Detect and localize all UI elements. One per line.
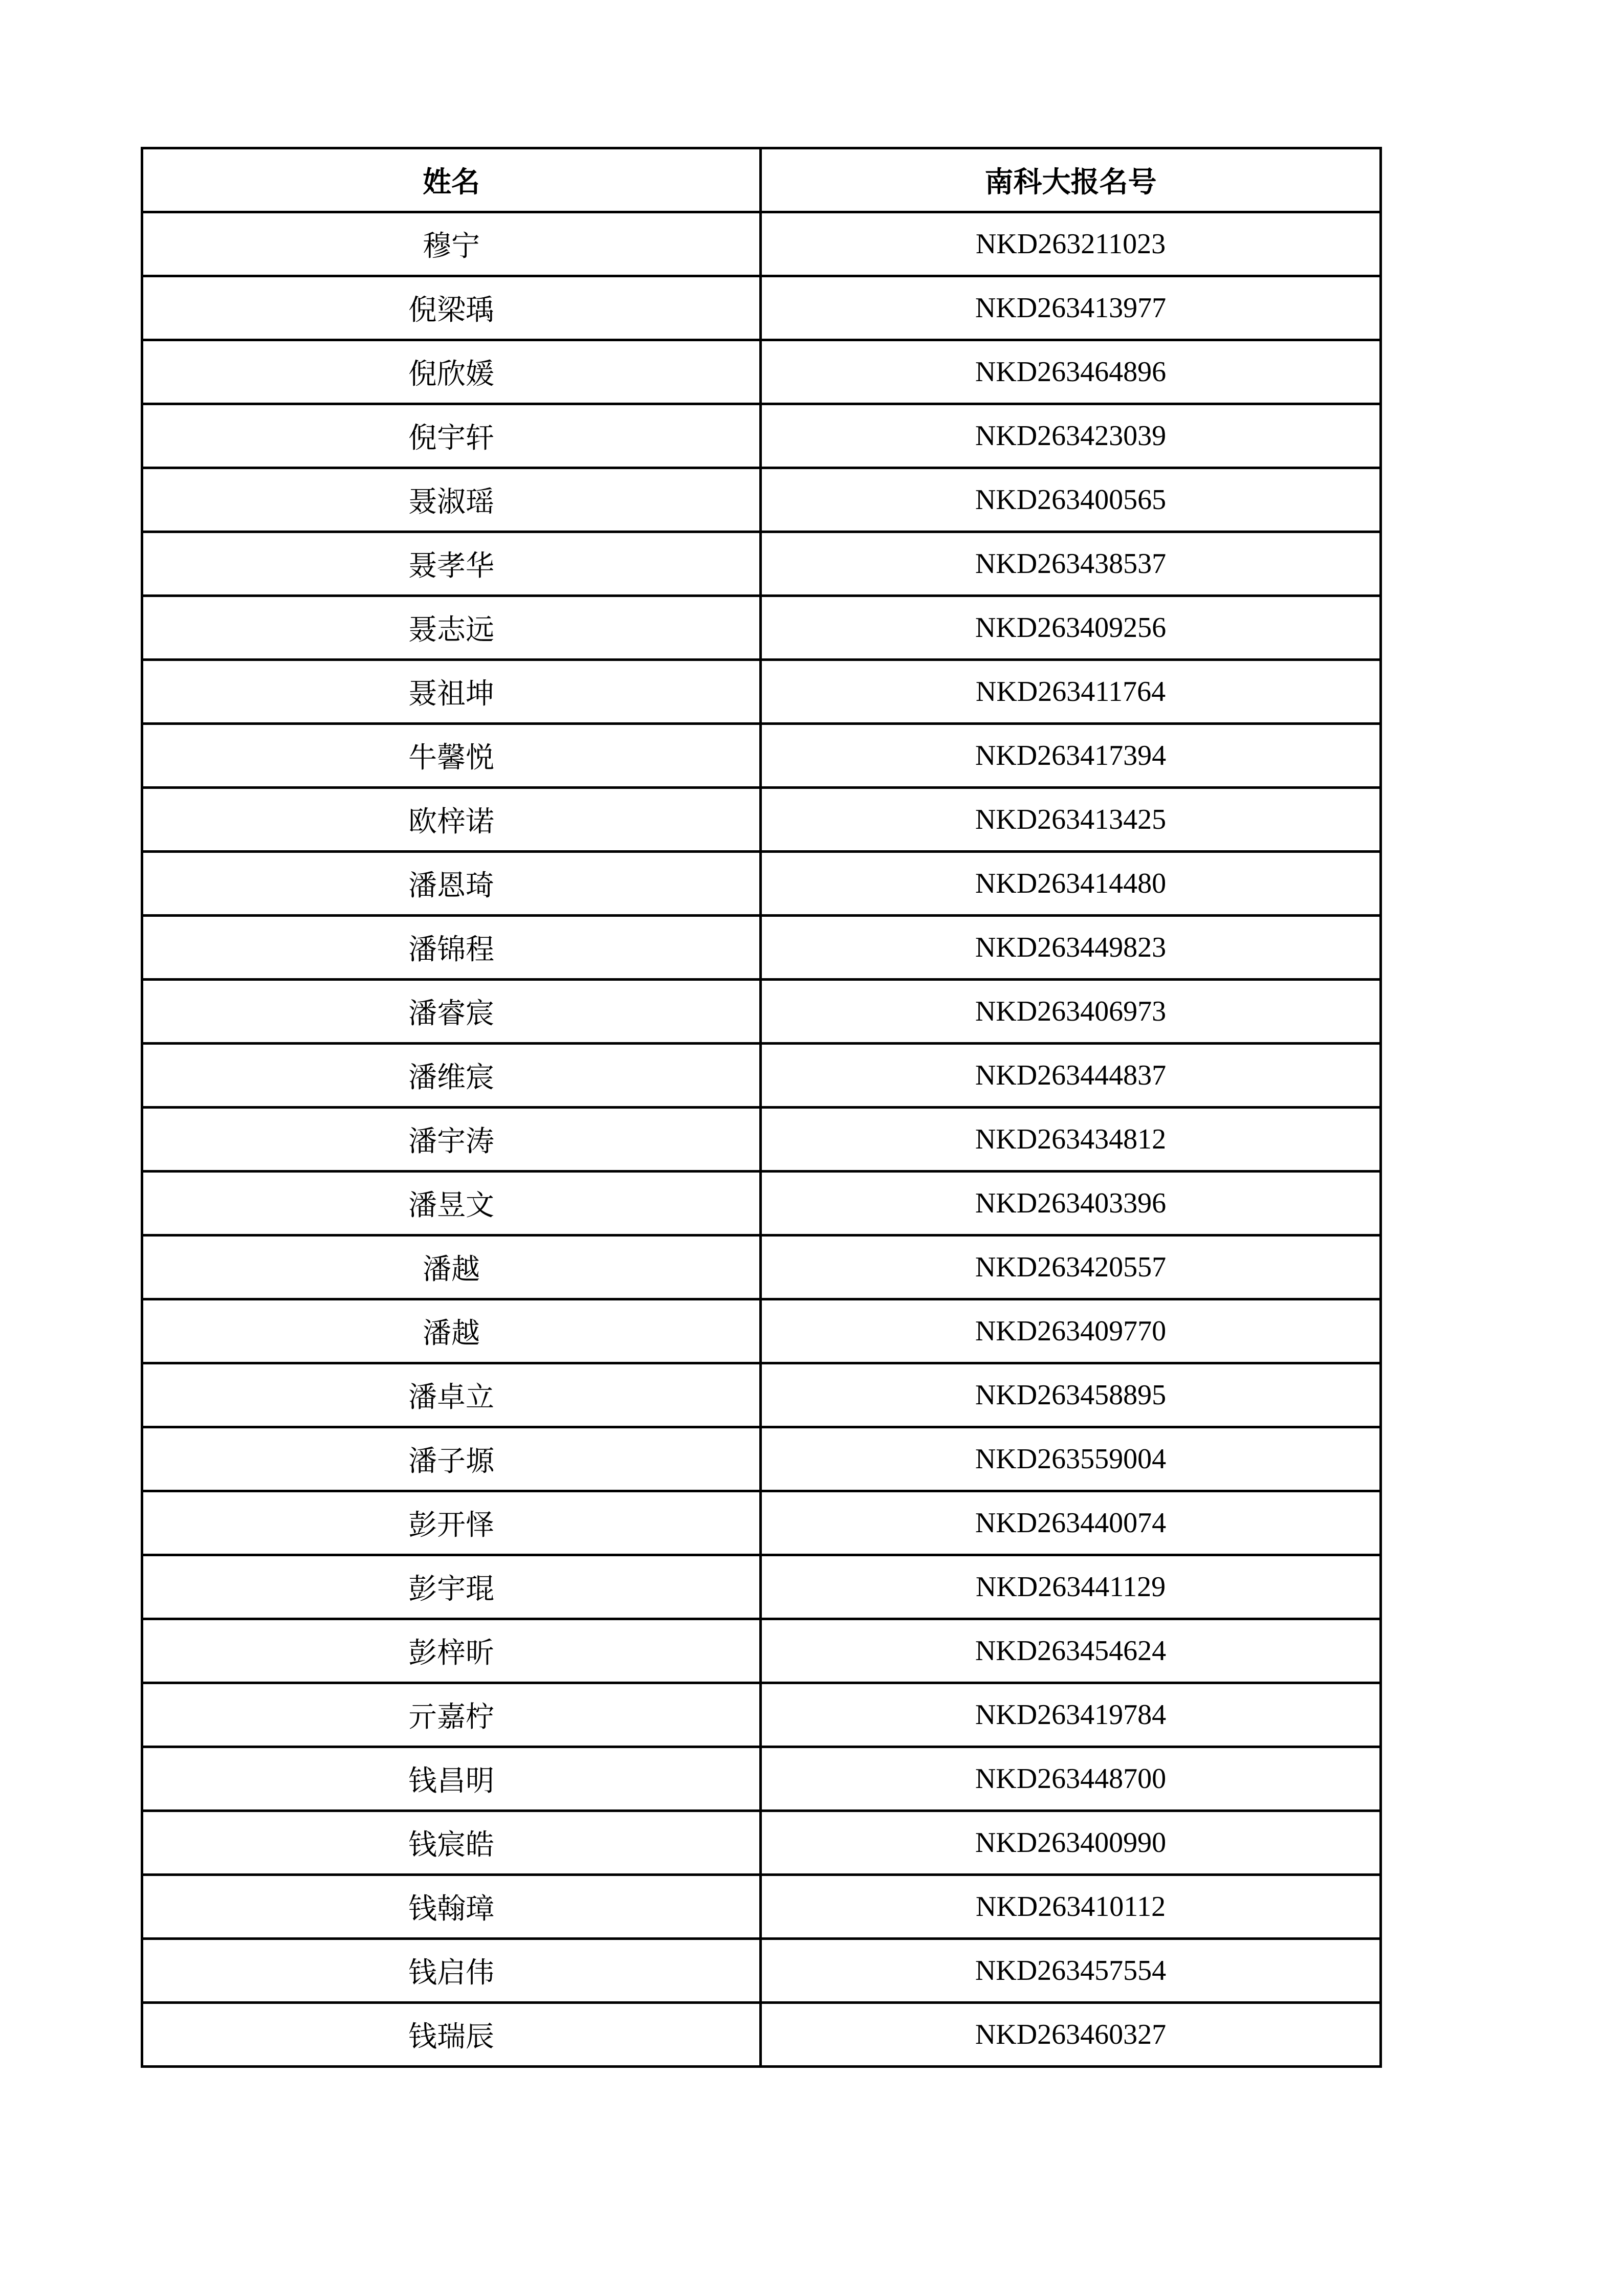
table-row (142, 1363, 1381, 1427)
table-row (142, 980, 1381, 1044)
registration-number-cell: NKD263440074 (761, 1491, 1381, 1555)
registration-number-cell: NKD263458895 (761, 1363, 1381, 1427)
table-row (142, 1811, 1381, 1875)
student-name-cell: 潘子塬 (142, 1427, 761, 1491)
registration-number-cell: NKD263400990 (761, 1811, 1381, 1875)
registration-number-cell: NKD263448700 (761, 1747, 1381, 1811)
registration-number-cell: NKD263406973 (761, 980, 1381, 1044)
student-name-cell: 倪宇轩 (142, 404, 761, 468)
registration-number-cell: NKD263419784 (761, 1683, 1381, 1747)
student-name-cell: 潘锦程 (142, 916, 761, 980)
table-row (142, 1299, 1381, 1363)
table-row (142, 1235, 1381, 1299)
student-name-cell: 欧梓诺 (142, 788, 761, 852)
student-name-cell: 潘维宸 (142, 1044, 761, 1108)
student-name-cell: 钱宸皓 (142, 1811, 761, 1875)
table-row (142, 1172, 1381, 1235)
table-row (142, 660, 1381, 724)
student-name-cell: 聂淑瑶 (142, 468, 761, 532)
registration-number-cell: NKD263441129 (761, 1555, 1381, 1619)
registration-number-cell: NKD263449823 (761, 916, 1381, 980)
student-name-cell: 聂志远 (142, 596, 761, 660)
table-row (142, 1427, 1381, 1491)
table-row (142, 340, 1381, 404)
student-name-cell: 聂祖坤 (142, 660, 761, 724)
table-row (142, 852, 1381, 916)
registration-number-cell: NKD263411764 (761, 660, 1381, 724)
table-row (142, 1044, 1381, 1108)
registration-number-cell: NKD263414480 (761, 852, 1381, 916)
table-row (142, 2003, 1381, 2067)
header-row (142, 148, 1381, 212)
registration-number-cell: NKD263417394 (761, 724, 1381, 788)
table-row (142, 532, 1381, 596)
registration-number-cell: NKD263211023 (761, 212, 1381, 276)
registration-number-cell: NKD263410112 (761, 1875, 1381, 1939)
table-row (142, 276, 1381, 340)
registration-number-cell: NKD263400565 (761, 468, 1381, 532)
student-name-cell: 潘昱文 (142, 1172, 761, 1235)
table-row (142, 1875, 1381, 1939)
table-row (142, 596, 1381, 660)
registration-number-cell: NKD263420557 (761, 1235, 1381, 1299)
registration-number-cell: NKD263409256 (761, 596, 1381, 660)
student-name-cell: 潘睿宸 (142, 980, 761, 1044)
student-name-cell: 聂孝华 (142, 532, 761, 596)
column-header-registration-number: 南科大报名号 (761, 148, 1381, 212)
registration-number-cell: NKD263434812 (761, 1108, 1381, 1172)
table-row (142, 1683, 1381, 1747)
table-row (142, 724, 1381, 788)
student-name-cell: 彭宇琨 (142, 1555, 761, 1619)
registration-number-cell: NKD263559004 (761, 1427, 1381, 1491)
student-name-cell: 钱启伟 (142, 1939, 761, 2003)
student-name-cell: 潘越 (142, 1299, 761, 1363)
student-name-cell: 潘宇涛 (142, 1108, 761, 1172)
table-row (142, 1108, 1381, 1172)
registration-number-cell: NKD263413977 (761, 276, 1381, 340)
table-body (142, 212, 1381, 2067)
student-name-cell: 钱翰璋 (142, 1875, 761, 1939)
table-row (142, 916, 1381, 980)
registration-number-cell: NKD263457554 (761, 1939, 1381, 2003)
student-name-cell: 钱昌明 (142, 1747, 761, 1811)
table-row (142, 1555, 1381, 1619)
student-name-cell: 倪梁瑀 (142, 276, 761, 340)
table-row (142, 404, 1381, 468)
table-row (142, 1747, 1381, 1811)
registration-number-cell: NKD263409770 (761, 1299, 1381, 1363)
registration-number-cell: NKD263403396 (761, 1172, 1381, 1235)
student-name-cell: 彭梓昕 (142, 1619, 761, 1683)
registration-number-cell: NKD263460327 (761, 2003, 1381, 2067)
registration-table (141, 147, 1382, 2068)
registration-number-cell: NKD263438537 (761, 532, 1381, 596)
student-name-cell: 彭开怿 (142, 1491, 761, 1555)
column-header-name: 姓名 (142, 148, 761, 212)
student-name-cell: 穆宁 (142, 212, 761, 276)
registration-number-cell: NKD263423039 (761, 404, 1381, 468)
registration-number-cell: NKD263464896 (761, 340, 1381, 404)
registration-number-cell: NKD263454624 (761, 1619, 1381, 1683)
student-name-cell: 潘越 (142, 1235, 761, 1299)
table-row (142, 212, 1381, 276)
student-name-cell: 亓嘉柠 (142, 1683, 761, 1747)
student-name-cell: 钱瑞辰 (142, 2003, 761, 2067)
table-row (142, 1491, 1381, 1555)
registration-number-cell: NKD263413425 (761, 788, 1381, 852)
table-row (142, 788, 1381, 852)
registration-number-cell: NKD263444837 (761, 1044, 1381, 1108)
student-name-cell: 潘卓立 (142, 1363, 761, 1427)
student-name-cell: 潘恩琦 (142, 852, 761, 916)
student-name-cell: 倪欣媛 (142, 340, 761, 404)
table-row (142, 1619, 1381, 1683)
student-name-cell: 牛馨悦 (142, 724, 761, 788)
table-row (142, 1939, 1381, 2003)
table-row (142, 468, 1381, 532)
